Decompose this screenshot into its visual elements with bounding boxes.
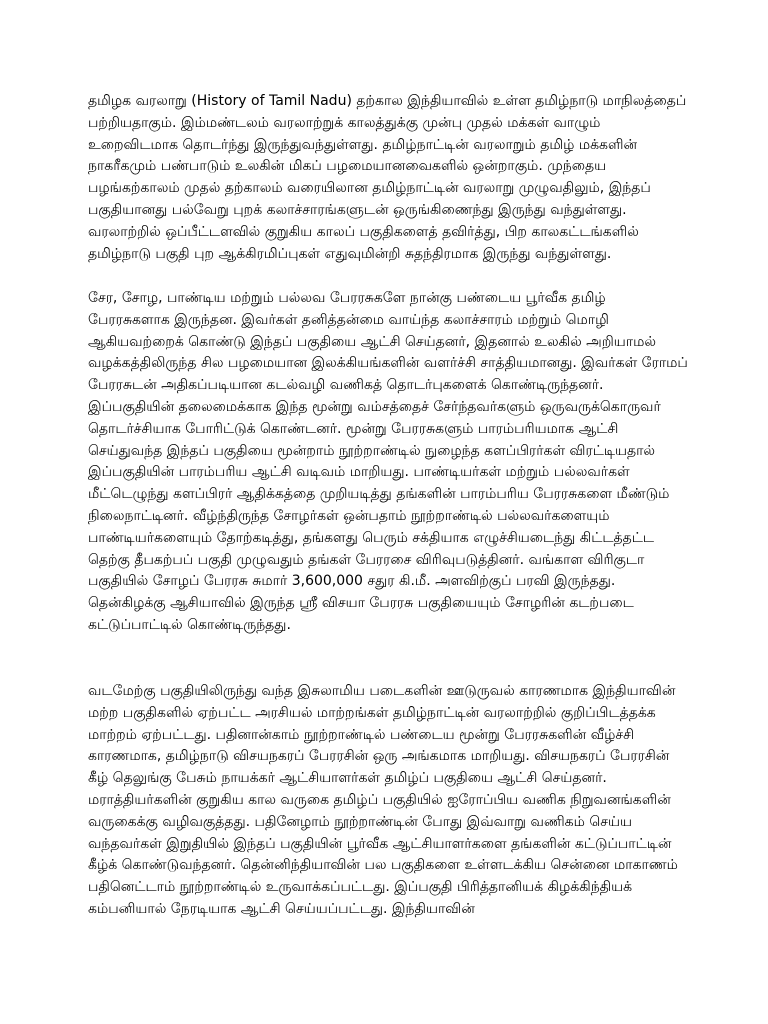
- paragraph-intro: தமிழக வரலாறு (History of Tamil Nadu) தற்கால இந்தியாவில் உள்ள தமிழ்நாடு மாநிலத்தைப் பற்றியதாகும். இம்மண்டலம் வரலாற்றுக் காலத்துக்கு முன்பு முதல் மக்கள் வாழும் உறைவிடமாக தொடர்ந்து இருந்துவந்துள்ளது. தமிழ்நாட்டின் வரலாறும் தமிழ் மக்களின் நாகரீகமும் பண்பாடும் உலகின் மிகப் பழமையானவைகளில் ஒன்றாகும். முந்தைய பழங்கற்காலம் முதல் தற்காலம் வரையிலான தமிழ்நாட்டின் வரலாறு முழுவதிலும், இந்தப் பகுதியானது பல்வேறு புறக் கலாச்சாரங்களுடன் ஒருங்கிணைந்து இருந்து வந்துள்ளது. வரலாற்றில் ஒப்பீட்டளவில் குறுகிய காலப் பகுதிகளைத் தவிர்த்து, பிற காலகட்டங்களில் தமிழ்நாடு பகுதி புற ஆக்கிரமிப்புகள் எதுவுமின்றி சுதந்திரமாக இருந்து வந்துள்ளது.: [88, 93, 687, 262]
- paragraph-later-history: வடமேற்கு பகுதியிலிருந்து வந்த இசுலாமிய படைகளின் ஊடுருவல் காரணமாக இந்தியாவின் மற்ற பகுதிகளில் ஏற்பட்ட அரசியல் மாற்றங்கள் தமிழ்நாட்டின் வரலாற்றில் குறிப்பிடத்தக்க மாற்றம் ஏற்பட்டது. பதினான்காம் நூற்றாண்டில் பண்டைய மூன்று பேரரசுகளின் வீழ்ச்சி காரணமாக, தமிழ்நாடு விசயநகரப் பேரரசின் ஒரு அங்கமாக மாறியது. விசயநகரப் பேரரசின் கீழ் தெலுங்கு பேசும் நாயக்கர் ஆட்சியாளர்கள் தமிழ்ப் பகுதியை ஆட்சி செய்தனர். மராத்தியர்களின் குறுகிய கால வருகை தமிழ்ப் பகுதியில் ஐரோப்பிய வணிக நிறுவனங்களின் வருகைக்கு வழிவகுத்தது. பதினேழாம் நூற்றாண்டின் போது இவ்வாறு வணிகம் செய்ய வந்தவர்கள் இறுதியில் இந்தப் பகுதியின் பூர்வீக ஆட்சியாளர்களை தங்களின் கட்டுப்பாட்டின் கீழ்க் கொண்டுவந்தனர். தென்னிந்தியாவின் பல பகுதிகளை உள்ளடக்கிய சென்னை மாகாணம் பதினெட்டாம் நூற்றாண்டில் உருவாக்கப்பட்டது. இப்பகுதி பிரித்தானியக் கிழக்கிந்தியக் கம்பனியால் நேரடியாக ஆட்சி செய்யப்பட்டது. இந்தியாவின்: [88, 683, 678, 917]
- paragraph-ancient-dynasties: சேர, சோழ, பாண்டிய மற்றும் பல்லவ பேரரசுகளே நான்கு பண்டைய பூர்வீக தமிழ் பேரரசுகளாக இருந்தன. இவர்கள் தனித்தன்மை வாய்ந்த கலாச்சாரம் மற்றும் மொழி ஆகியவற்றைக் கொண்டு இந்தப் பகுதியை ஆட்சி செய்தனர், இதனால் உலகில் அறியாமல் வழக்கத்திலிருந்த சில பழமையான இலக்கியங்களின் வளர்ச்சி சாத்தியமானது. இவர்கள் ரோமப் பேரரசுடன் அதிகப்படியான கடல்வழி வணிகத் தொடர்புகளைக் கொண்டிருந்தனர். இப்பகுதியின் தலைமைக்காக இந்த மூன்று வம்சத்தைச் சேர்ந்தவர்களும் ஒருவருக்கொருவர் தொடர்ச்சியாக போரிட்டுக் கொண்டனர். மூன்று பேரரசுகளும் பாரம்பரியமாக ஆட்சி செய்துவந்த இந்தப் பகுதியை மூன்றாம் நூற்றாண்டில் நுழைந்த களப்பிரர்கள் விரட்டியதால் இப்பகுதியின் பாரம்பரிய ஆட்சி வடிவம் மாறியது. பாண்டியர்கள் மற்றும் பல்லவர்கள் மீட்டெழுந்து களப்பிரர் ஆதிக்கத்தை முறியடித்து தங்களின் பாரம்பரிய பேரரசுகளை மீண்டும் நிலைநாட்டினர். வீழ்ந்திருந்த சோழர்கள் ஒன்பதாம் நூற்றாண்டில் பல்லவர்களையும் பாண்டியர்களையும் தோற்கடித்து, தங்களது பெரும் சக்தியாக எழுச்சியடைந்து கிட்டத்தட்ட தெற்கு தீபகற்பப் பகுதி முழுவதும் தங்கள் பேரரசை விரிவுபடுத்தினர். வங்காள விரிகுடா பகுதியில் சோழப் பேரரசு சுமார் 3,600,000 சதுர கி.மீ. அளவிற்குப் பரவி இருந்தது. தென்கிழக்கு ஆசியாவில் இருந்த ஸ்ரீ விசயா பேரரசு பகுதியையும் சோழரின் கடற்படை கட்டுப்பாட்டில் கொண்டிருந்தது.: [88, 290, 688, 633]
